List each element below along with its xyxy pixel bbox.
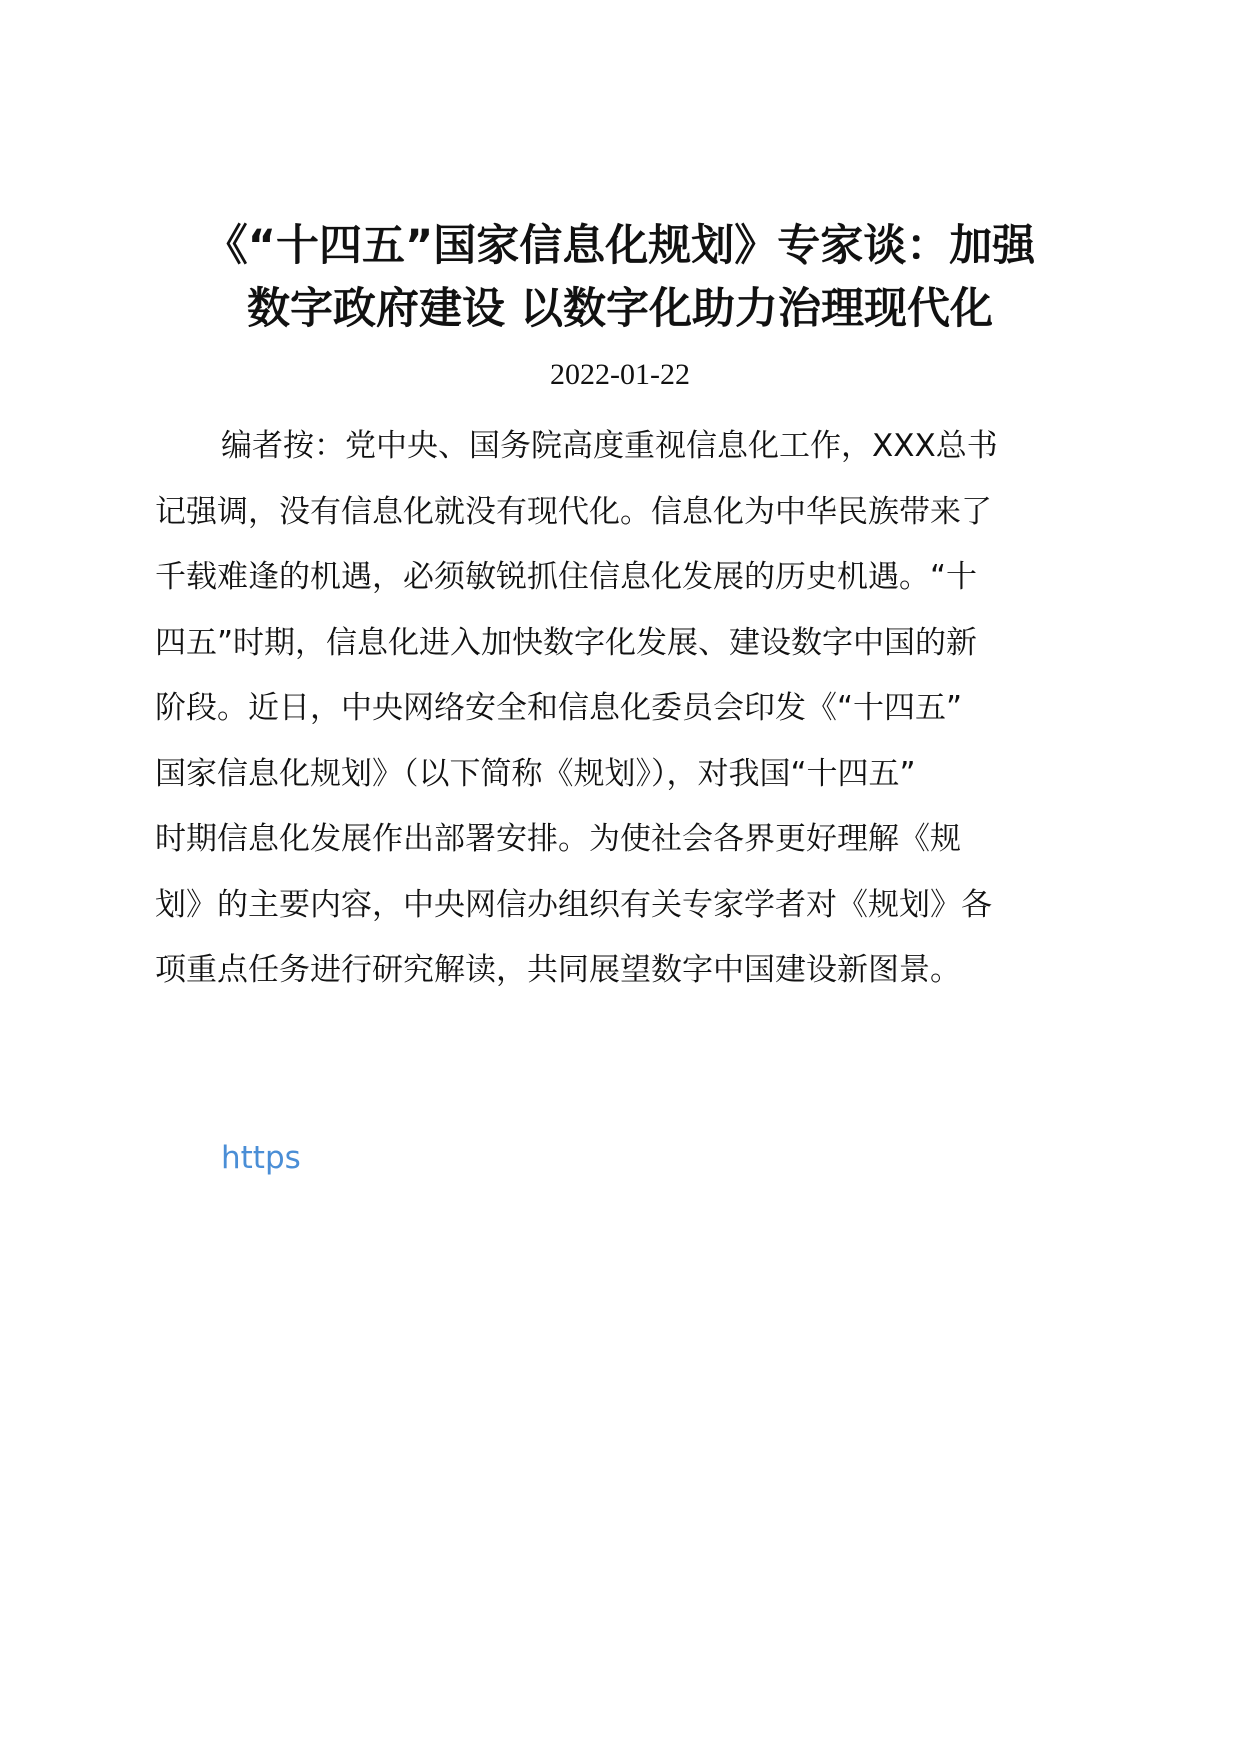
title-line-1: 《“十四五”国家信息化规划》专家谈：加强 — [204, 221, 1036, 271]
title-line-2: 数字政府建设 以数字化助力治理现代化 — [247, 284, 993, 334]
paragraph-line: 记强调，没有信息化就没有现代化。信息化为中华民族带来了 — [155, 493, 992, 530]
source-link[interactable]: https — [221, 1140, 301, 1176]
editor-note-paragraph — [155, 414, 1090, 1004]
paragraph-line: 千载难逢的机遇，必须敏锐抓住信息化发展的历史机遇。“十 — [155, 559, 978, 595]
paragraph-line: 国家信息化规划》（以下简称《规划》），对我国“十四五” — [155, 755, 916, 792]
paragraph-line: 项重点任务进行研究解读，共同展望数字中国建设新图景。 — [155, 952, 961, 988]
paragraph-line: 四五”时期，信息化进入加快数字化发展、建设数字中国的新 — [155, 624, 978, 661]
paragraph-line: 划》的主要内容，中央网信办组织有关专家学者对《规划》各 — [155, 886, 992, 923]
paragraph-line: 时期信息化发展作出部署安排。为使社会各界更好理解《规 — [155, 821, 961, 857]
paragraph-line: 阶段。近日，中央网络安全和信息化委员会印发《“十四五” — [155, 690, 963, 726]
document-title — [150, 215, 1090, 341]
publish-date: 2022-01-22 — [550, 358, 690, 391]
paragraph-line: 编者按：党中央、国务院高度重视信息化工作，XXX总书 — [221, 428, 998, 464]
